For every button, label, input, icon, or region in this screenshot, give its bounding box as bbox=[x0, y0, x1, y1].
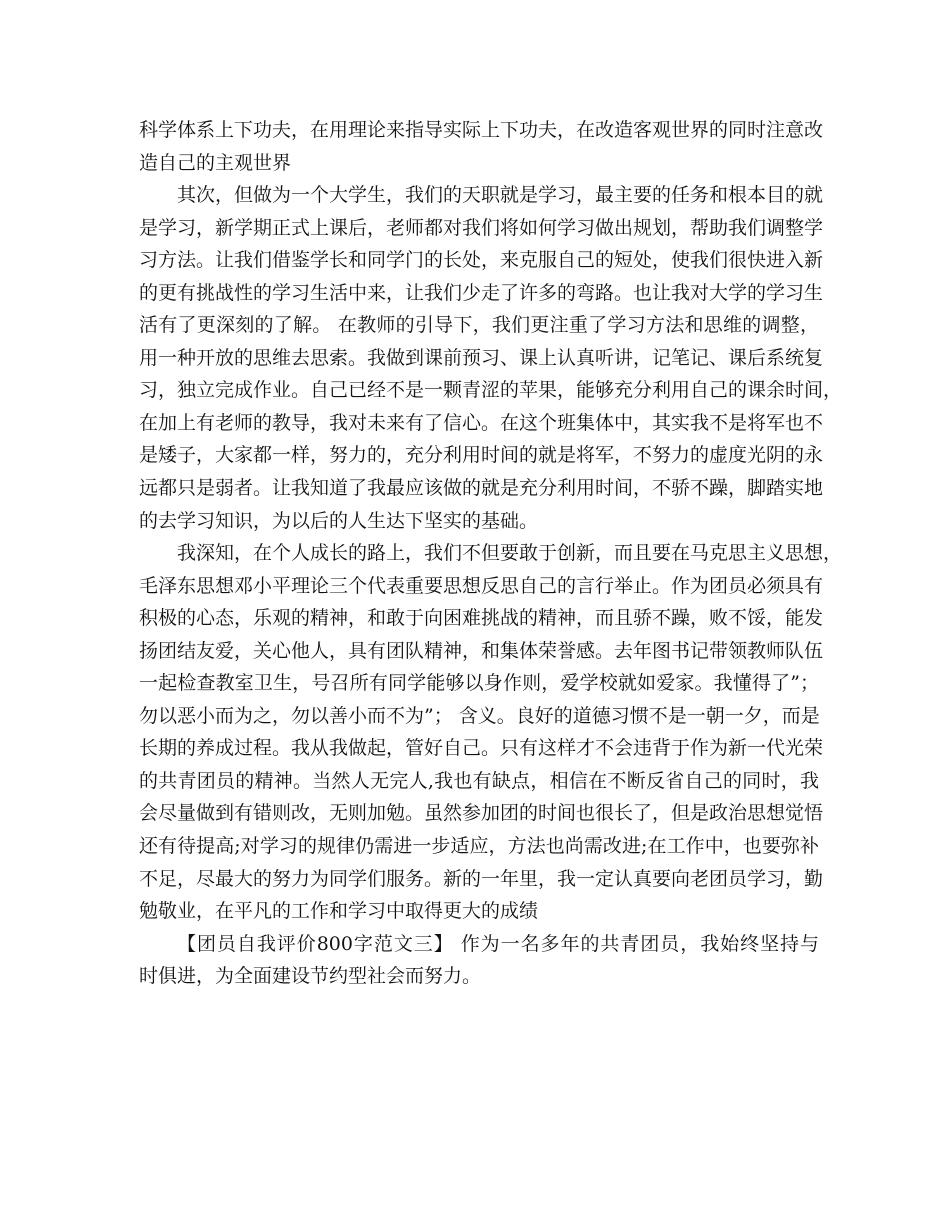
section-heading-line: 【团员自我评价800字范文三】 作为一名多年的共青团员，我始终坚持与 bbox=[177, 932, 819, 955]
text-line: 用一种开放的思维去思索。我做到课前预习、课上认真听讲，记笔记、课后系统复 bbox=[139, 346, 824, 369]
text-line: 还有待提高;对学习的规律仍需进一步适应，方法也尚需改进;在工作中，也要弥补 bbox=[139, 835, 819, 858]
text-line: 的更有挑战性的学习生活中来，让我们少走了许多的弯路。也让我对大学的学习生 bbox=[139, 281, 824, 304]
text-line: 勿以恶小而为之，勿以善小而不为”； 含义。良好的道德习惯不是一朝一夕，而是 bbox=[139, 704, 820, 727]
text-line: 扬团结友爱，关心他人，具有团队精神，和集体荣誉感。去年图书记带领教师队伍 bbox=[139, 639, 824, 662]
text-line: 习方法。让我们借鉴学长和同学门的长处，来克服自己的短处，使我们很快进入新 bbox=[139, 249, 824, 272]
text-line: 是学习，新学期正式上课后，老师都对我们将如何学习做出规划，帮助我们调整学 bbox=[139, 216, 824, 239]
text-line: 毛泽东思想邓小平理论三个代表重要思想反思自己的言行举止。作为团员必须具有 bbox=[139, 574, 824, 597]
text-line: 不足，尽最大的努力为同学们服务。新的一年里，我一定认真要向老团员学习，勤 bbox=[139, 867, 824, 890]
text-line: 一起检查教室卫生，号召所有同学能够以身作则，爱学校就如爱家。我懂得了”； bbox=[139, 672, 819, 695]
text-line: 远都只是弱者。让我知道了我最应该做的就是充分利用时间，不骄不躁，脚踏实地 bbox=[139, 477, 824, 500]
text-line: 活有了更深刻的了解。 在教师的引导下，我们更注重了学习方法和思维的调整， bbox=[139, 314, 819, 337]
text-line: 的共青团员的精神。当然人无完人,我也有缺点，相信在不断反省自己的同时，我 bbox=[139, 769, 819, 792]
document-body bbox=[139, 114, 843, 993]
text-line: 造自己的主观世界 bbox=[139, 151, 292, 174]
paragraph-start-line: 我深知，在个人成长的路上，我们不但要敢于创新，而且要在马克思主义思想， bbox=[177, 542, 843, 565]
text-line: 时俱进，为全面建设节约型社会而努力。 bbox=[139, 965, 482, 988]
text-line: 会尽量做到有错则改，无则加勉。虽然参加团的时间也很长了，但是政治思想觉悟 bbox=[139, 802, 824, 825]
text-line: 的去学习知识，为以后的人生达下坚实的基础。 bbox=[139, 509, 539, 532]
text-line: 长期的养成过程。我从我做起，管好自己。只有这样才不会违背于作为新一代光荣 bbox=[139, 737, 824, 760]
text-line: 积极的心态，乐观的精神，和敢于向困难挑战的精神，而且骄不躁，败不馁，能发 bbox=[139, 607, 824, 630]
text-line: 勉敬业，在平凡的工作和学习中取得更大的成绩 bbox=[139, 900, 539, 923]
text-line: 在加上有老师的教导，我对未来有了信心。在这个班集体中，其实我不是将军也不 bbox=[139, 411, 824, 434]
text-line: 习，独立完成作业。自己已经不是一颗青涩的苹果，能够充分利用自己的课余时间， bbox=[139, 379, 843, 402]
paragraph-start-line: 其次，但做为一个大学生，我们的天职就是学习，最主要的任务和根本目的就 bbox=[177, 184, 824, 207]
text-line: 是矮子，大家都一样，努力的，充分利用时间的就是将军，不努力的虚度光阴的永 bbox=[139, 444, 824, 467]
text-line: 科学体系上下功夫，在用理论来指导实际上下功夫，在改造客观世界的同时注意改 bbox=[139, 119, 824, 141]
